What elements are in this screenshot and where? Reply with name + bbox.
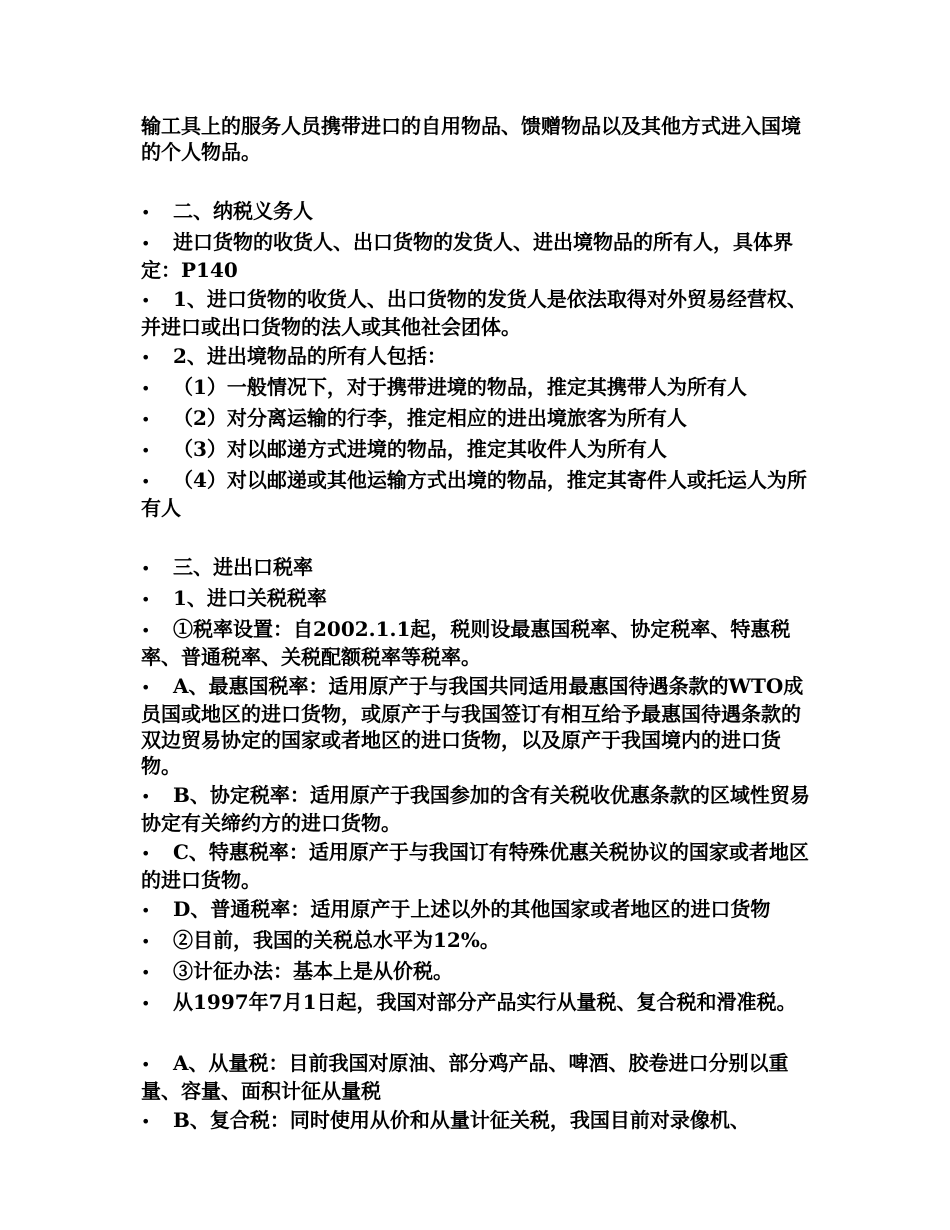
list-item: • ①税率设置：自2002.1.1起，税则设最惠国税率、协定税率、特惠税率、普通税率、关税配额税率等税率。: [141, 617, 791, 669]
bullet-icon: •: [141, 787, 151, 806]
list-item: • 1、进口货物的收货人、出口货物的发货人是依法取得对外贸易经营权、并进口或出口货物的法人或其他社会团体。: [141, 287, 807, 339]
list-item: • C、特惠税率：适用原产于与我国订有特殊优惠关税协议的国家或者地区的进口货物。: [141, 840, 809, 892]
bullet-icon: •: [141, 234, 151, 253]
bullet-icon: •: [141, 203, 151, 222]
list-item: • 三、进出口税率: [141, 554, 813, 582]
list-item: • A、最惠国税率：适用原产于与我国共同适用最惠国待遇条款的WTO成员国或地区的进口货物，或原产于与我国签订有相互给予最惠国待遇条款的双边贸易协定的国家或者地区的进口货物，以及原产于我国境内的进口货物。: [141, 674, 804, 778]
bullet-icon: •: [141, 559, 151, 578]
bullet-icon: •: [141, 441, 151, 460]
bullet-icon: •: [141, 590, 151, 609]
list-item: • 1、进口关税税率: [141, 585, 813, 613]
list-item: • 二、纳税义务人: [141, 198, 813, 226]
list-item: • A、从量税：目前我国对原油、部分鸡产品、啤酒、胶卷进口分别以重量、容量、面积计征从量税: [141, 1051, 789, 1103]
list-item: • B、复合税：同时使用从价和从量计征关税，我国目前对录像机、: [141, 1107, 813, 1135]
bullet-icon: •: [141, 1055, 151, 1074]
bullet-icon: •: [141, 379, 151, 398]
bullet-icon: •: [141, 472, 151, 491]
list-item: • 从1997年7月1日起，我国对部分产品实行从量税、复合税和滑准税。: [141, 989, 813, 1017]
bullet-icon: •: [141, 1112, 151, 1131]
list-item: • D、普通税率：适用原产于上述以外的其他国家或者地区的进口货物: [141, 896, 813, 924]
bullet-icon: •: [141, 901, 151, 920]
list-item: • ③计征办法：基本上是从价税。: [141, 958, 813, 986]
section-gap: [141, 165, 813, 195]
list-item: • ②目前，我国的关税总水平为12%。: [141, 927, 813, 955]
bullet-icon: •: [141, 844, 151, 863]
list-item: • 进口货物的收货人、出口货物的发货人、进出境物品的所有人，具体界定：P140: [141, 230, 793, 282]
list-item: • （3）对以邮递方式进境的物品，推定其收件人为所有人: [141, 436, 813, 464]
document-page: [141, 113, 813, 1135]
list-item: • 2、进出境物品的所有人包括：: [141, 343, 813, 371]
bullet-icon: •: [141, 410, 151, 429]
list-item: • （1）一般情况下，对于携带进境的物品，推定其携带人为所有人: [141, 374, 813, 402]
paragraph-continuation: 输工具上的服务人员携带进口的自用物品、馈赠物品以及其他方式进入国境的个人物品。: [141, 114, 801, 164]
bullet-icon: •: [141, 994, 151, 1013]
bullet-icon: •: [141, 963, 151, 982]
bullet-icon: •: [141, 932, 151, 951]
section-gap: [141, 1017, 813, 1047]
bullet-icon: •: [141, 348, 151, 367]
bullet-icon: •: [141, 621, 151, 640]
list-item: • （2）对分离运输的行李，推定相应的进出境旅客为所有人: [141, 405, 813, 433]
list-item: • （4）对以邮递或其他运输方式出境的物品，推定其寄件人或托运人为所有人: [141, 468, 807, 520]
section-gap: [141, 521, 813, 551]
bullet-icon: •: [141, 678, 151, 697]
bullet-icon: •: [141, 291, 151, 310]
list-item: • B、协定税率：适用原产于我国参加的含有关税收优惠条款的区域性贸易协定有关缔约方的进口货物。: [141, 783, 810, 835]
